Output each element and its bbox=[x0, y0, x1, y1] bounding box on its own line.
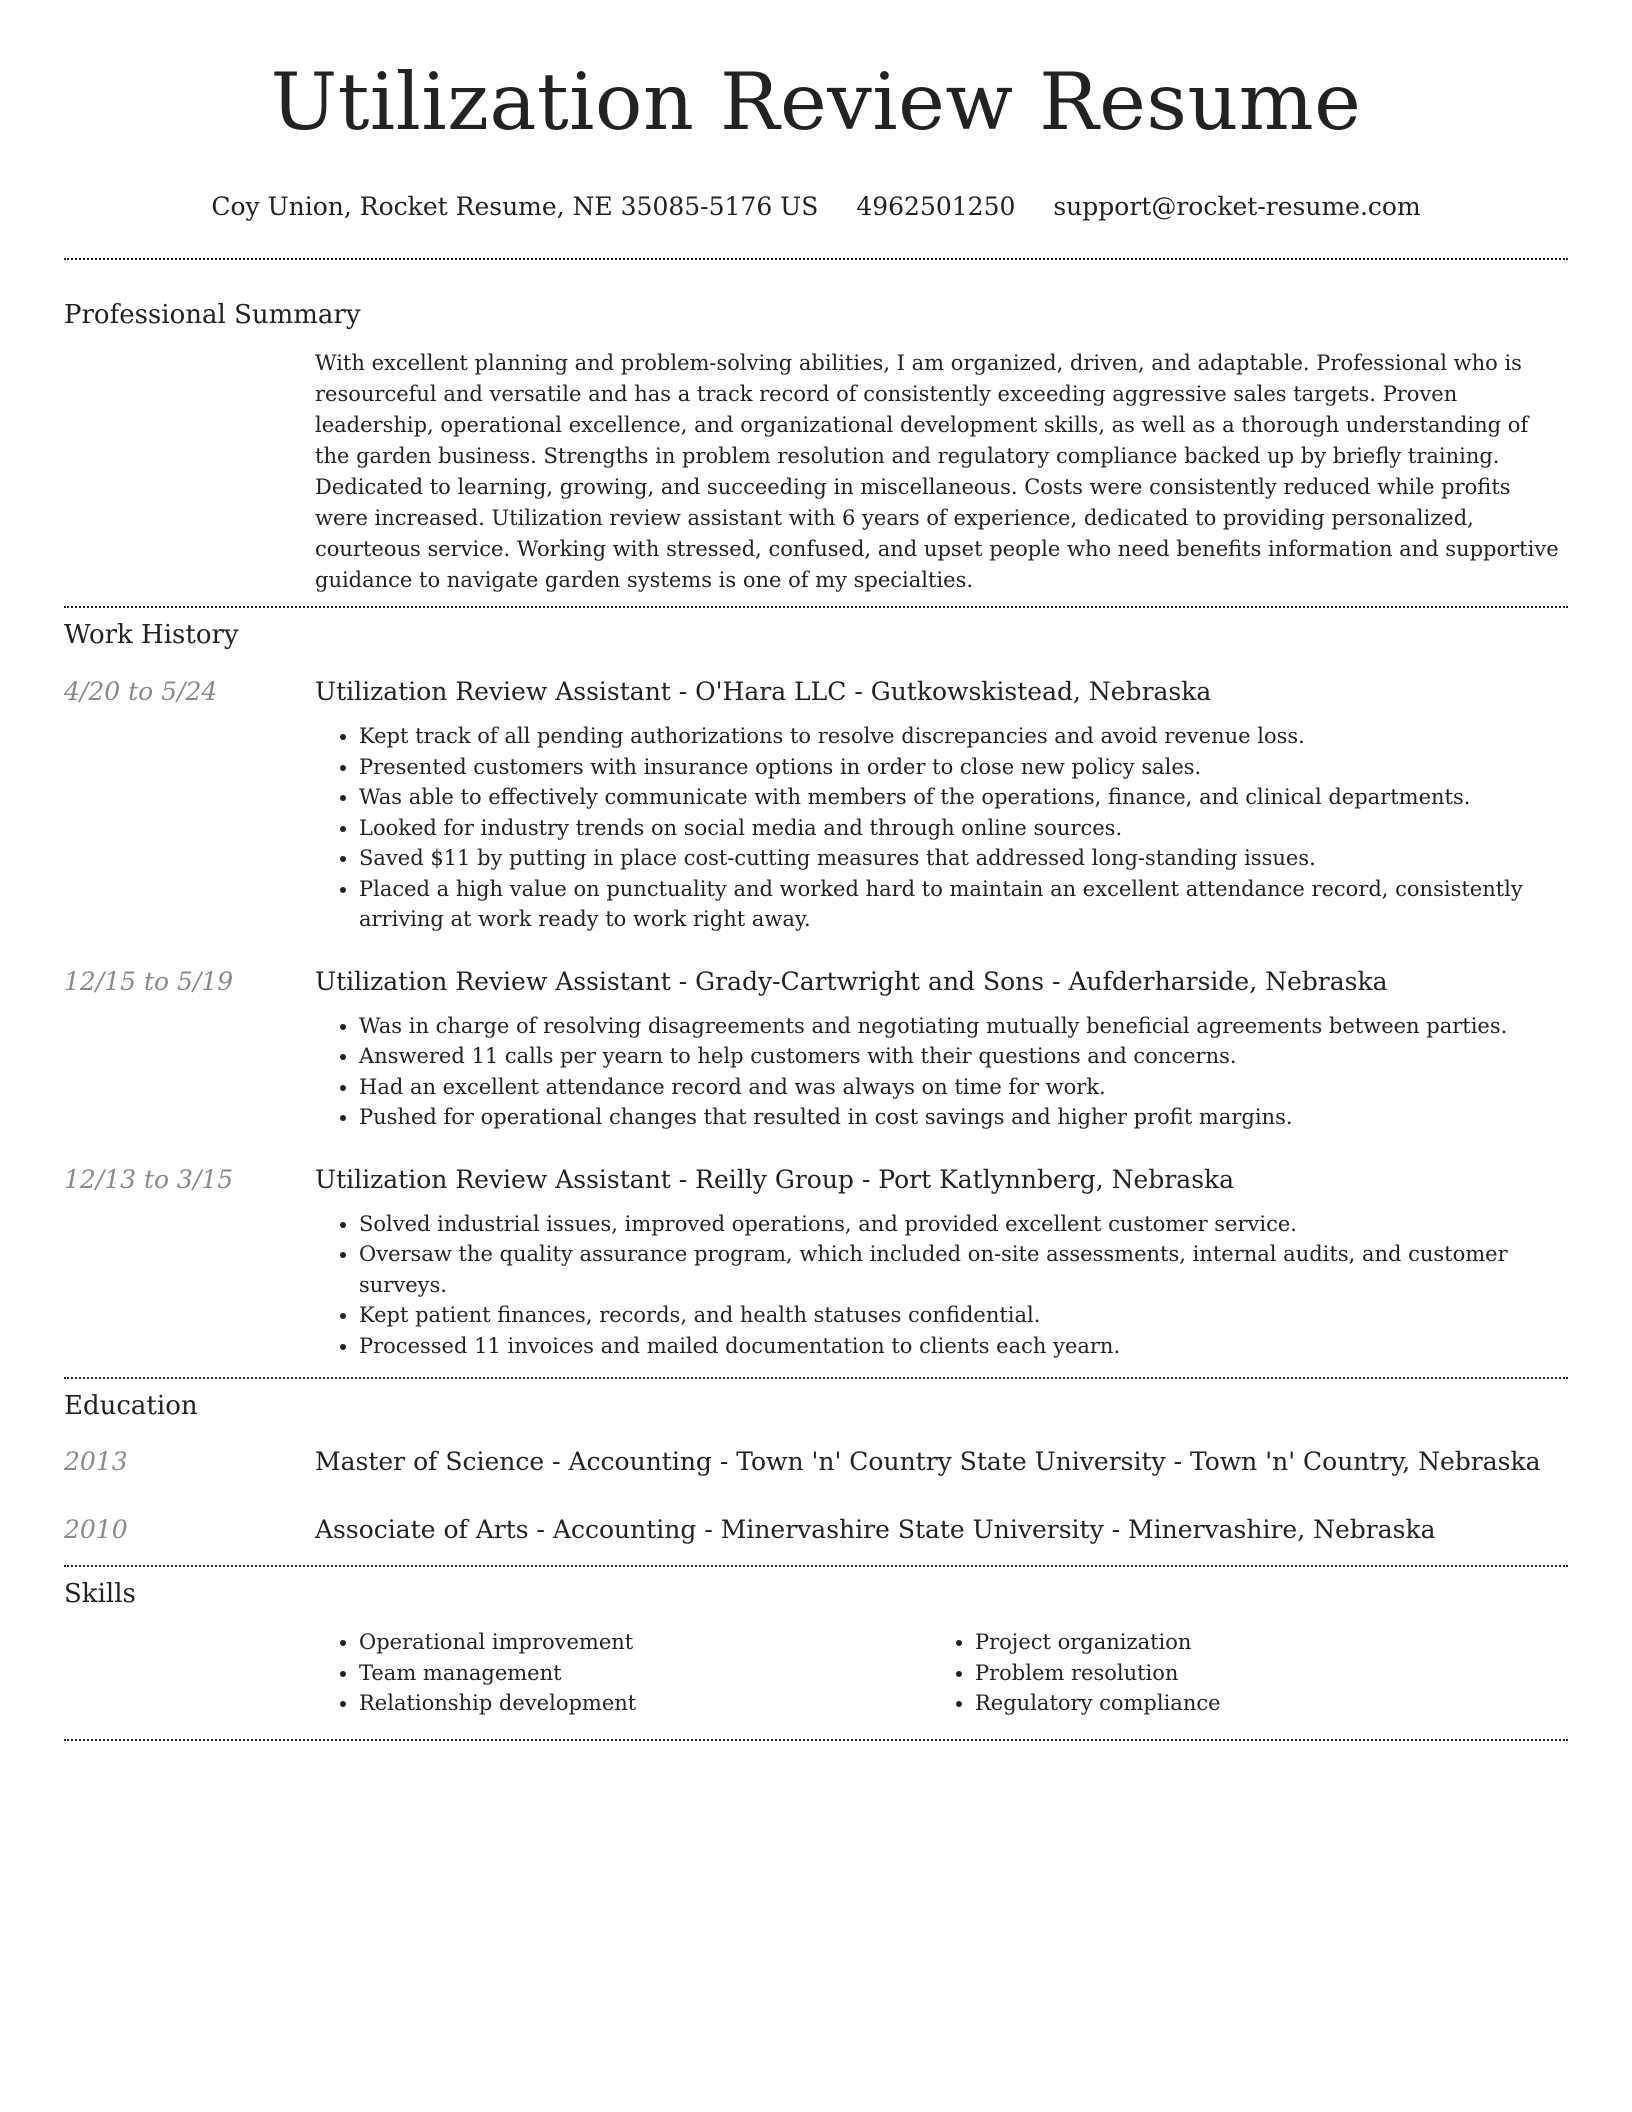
contact-email: support@rocket-resume.com bbox=[1053, 192, 1421, 221]
work-history-section bbox=[64, 608, 1568, 1361]
skill-item: • Operational improvement bbox=[359, 1627, 931, 1658]
list-item: • Solved industrial issues, improved operations, and provided excellent customer service. bbox=[359, 1209, 1568, 1240]
list-item: • Kept track of all pending authorizations to resolve discrepancies and avoid revenue loss. bbox=[359, 721, 1568, 752]
job-dates: 4/20 to 5/24 bbox=[64, 677, 218, 706]
education-heading: Education bbox=[64, 1391, 198, 1421]
list-item: • Was in charge of resolving disagreements and negotiating mutually beneficial agreements between parties. bbox=[359, 1011, 1568, 1042]
education-degree: Associate of Arts - Accounting - Minervashire State University - Minervashire, Nebraska bbox=[315, 1515, 1436, 1544]
contact-address: Coy Union, Rocket Resume, NE 35085-5176 US bbox=[211, 192, 819, 221]
work-history-heading: Work History bbox=[64, 620, 239, 650]
list-item: • Saved $11 by putting in place cost-cutting measures that addressed long-standing issues. bbox=[359, 843, 1568, 874]
contact-phone: 4962501250 bbox=[856, 192, 1016, 221]
skill-item: • Problem resolution bbox=[975, 1658, 1547, 1689]
list-item: • Was able to effectively communicate with members of the operations, finance, and clinical departments. bbox=[359, 782, 1568, 813]
skills-list-left bbox=[315, 1627, 931, 1719]
job-entry bbox=[64, 965, 1568, 1133]
education-section bbox=[64, 1379, 1568, 1547]
education-entry bbox=[64, 1513, 1568, 1547]
list-item: • Processed 11 invoices and mailed documentation to clients each yearn. bbox=[359, 1331, 1568, 1362]
job-bullets bbox=[315, 1209, 1568, 1362]
list-item: • Looked for industry trends on social media and through online sources. bbox=[359, 813, 1568, 844]
skill-item: • Team management bbox=[359, 1658, 931, 1689]
job-dates: 12/15 to 5/19 bbox=[64, 966, 234, 996]
education-degree: Master of Science - Accounting - Town 'n' Country State University - Town 'n' Country, Nebraska bbox=[315, 1447, 1541, 1476]
job-entry bbox=[64, 1163, 1568, 1362]
summary-heading: Professional Summary bbox=[64, 300, 361, 330]
education-entry bbox=[64, 1445, 1568, 1479]
job-heading: Utilization Review Assistant - Reilly Group - Port Katlynnberg, Nebraska bbox=[315, 1164, 1235, 1194]
skill-item: • Project organization bbox=[975, 1627, 1547, 1658]
list-item: • Answered 11 calls per yearn to help customers with their questions and concerns. bbox=[359, 1041, 1568, 1072]
skill-item: • Relationship development bbox=[359, 1688, 931, 1719]
list-item: • Kept patient finances, records, and health statuses confidential. bbox=[359, 1300, 1568, 1331]
job-bullets bbox=[315, 721, 1568, 935]
list-item: • Pushed for operational changes that resulted in cost savings and higher profit margins. bbox=[359, 1102, 1568, 1133]
summary-section bbox=[64, 260, 1568, 596]
skills-heading: Skills bbox=[64, 1579, 136, 1609]
job-heading: Utilization Review Assistant - Grady-Cartwright and Sons - Aufderharside, Nebraska bbox=[315, 966, 1388, 996]
job-dates: 12/13 to 3/15 bbox=[64, 1164, 234, 1194]
list-item: • Had an excellent attendance record and was always on time for work. bbox=[359, 1072, 1568, 1103]
list-item: • Presented customers with insurance options in order to close new policy sales. bbox=[359, 752, 1568, 783]
contact-line bbox=[64, 190, 1568, 224]
job-heading: Utilization Review Assistant - O'Hara LLC - Gutkowskistead, Nebraska bbox=[315, 677, 1212, 706]
skill-item: • Regulatory compliance bbox=[975, 1688, 1547, 1719]
job-entry bbox=[64, 675, 1568, 935]
education-year: 2010 bbox=[64, 1515, 128, 1544]
summary-text: With excellent planning and problem-solving abilities, I am organized, driven, and adaptable. Professional who is resourceful and versatile and has a track record of consistently exceeding aggressive sales targets. Proven leadership, operational excellence, and organizational development skills, as well as a thorough understanding of the garden business. Strengths in problem resolution and regulatory compliance backed up by briefly training. Dedicated to learning, growing, and succeeding in miscellaneous. Costs were consistently reduced while profits were increased. Utilization review assistant with 6 years of experience, dedicated to providing personalized, courteous service. Working with stressed, confused, and upset people who need benefits information and supportive guidance to navigate garden systems is one of my specialties. bbox=[315, 351, 1559, 592]
list-item: • Oversaw the quality assurance program, which included on-site assessments, internal audits, and customer surveys. bbox=[359, 1239, 1568, 1300]
education-year: 2013 bbox=[64, 1447, 128, 1476]
skills-section bbox=[64, 1567, 1568, 1719]
list-item: • Placed a high value on punctuality and worked hard to maintain an excellent attendance record, consistently arriving at work ready to work right away. bbox=[359, 874, 1568, 935]
divider bbox=[64, 1739, 1568, 1741]
job-bullets bbox=[315, 1011, 1568, 1133]
resume-title: Utilization Review Resume bbox=[270, 56, 1362, 148]
skills-list-right bbox=[931, 1627, 1547, 1719]
